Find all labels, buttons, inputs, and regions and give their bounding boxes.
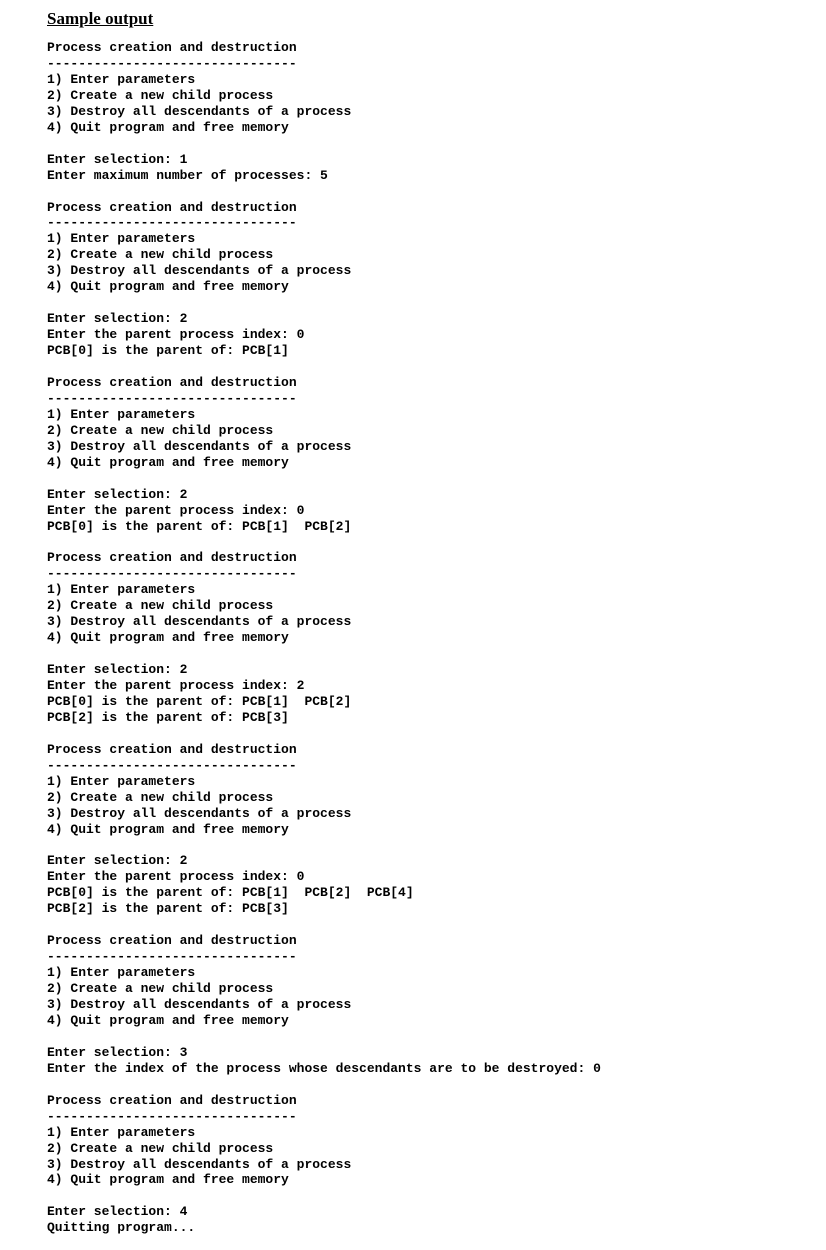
console-line: Enter the index of the process whose descendants are to be destroyed: 0 bbox=[47, 1060, 601, 1076]
console-line: PCB[2] is the parent of: PCB[3] bbox=[47, 901, 289, 917]
console-line bbox=[47, 136, 807, 152]
console-line: -------------------------------- bbox=[47, 1108, 297, 1124]
console-line: Process creation and destruction bbox=[47, 40, 297, 55]
console-line bbox=[47, 646, 807, 662]
console-line: Enter the parent process index: 0 bbox=[47, 327, 305, 343]
console-line: 4) Quit program and free memory bbox=[47, 1012, 289, 1028]
console-line bbox=[47, 917, 807, 933]
console-line bbox=[47, 838, 807, 854]
console-line: Enter maximum number of processes: 5 bbox=[47, 167, 328, 183]
console-line: PCB[0] is the parent of: PCB[1] PCB[2] bbox=[47, 693, 352, 709]
console-line bbox=[47, 1188, 807, 1204]
sample-output-heading: Sample output bbox=[47, 9, 154, 28]
console-line: 1) Enter parameters bbox=[47, 1124, 196, 1140]
console-line bbox=[47, 295, 807, 311]
console-line: Process creation and destruction bbox=[47, 550, 297, 566]
console-output bbox=[47, 40, 807, 1236]
console-line: PCB[0] is the parent of: PCB[1] PCB[2] bbox=[47, 518, 352, 534]
console-line: Enter selection: 3 bbox=[47, 1044, 188, 1060]
console-line: 2) Create a new child process bbox=[47, 981, 274, 997]
console-line: 1) Enter parameters bbox=[47, 231, 196, 247]
console-line: 1) Enter parameters bbox=[47, 406, 196, 422]
console-line: Enter selection: 2 bbox=[47, 486, 188, 502]
console-line bbox=[47, 726, 807, 742]
console-line: -------------------------------- bbox=[47, 566, 297, 582]
console-line: 1) Enter parameters bbox=[47, 582, 196, 598]
console-line: Enter the parent process index: 0 bbox=[47, 502, 305, 518]
console-line: 4) Quit program and free memory bbox=[47, 279, 289, 295]
console-line: -------------------------------- bbox=[47, 390, 297, 406]
console-line: Enter selection: 2 bbox=[47, 853, 188, 869]
console-line: 3) Destroy all descendants of a process bbox=[47, 805, 352, 821]
console-line: -------------------------------- bbox=[47, 55, 297, 71]
console-line: -------------------------------- bbox=[47, 949, 297, 965]
console-line: 2) Create a new child process bbox=[47, 422, 274, 438]
console-line: Process creation and destruction bbox=[47, 199, 297, 215]
console-line: Process creation and destruction bbox=[47, 933, 297, 949]
document-page bbox=[47, 8, 807, 1236]
console-line: Enter the parent process index: 2 bbox=[47, 678, 305, 694]
console-line: 2) Create a new child process bbox=[47, 789, 274, 805]
console-line bbox=[47, 534, 807, 550]
console-line: 1) Enter parameters bbox=[47, 71, 196, 87]
console-line: 1) Enter parameters bbox=[47, 773, 196, 789]
console-line: 3) Destroy all descendants of a process bbox=[47, 614, 352, 630]
console-line: Enter selection: 4 bbox=[47, 1204, 188, 1220]
console-line: -------------------------------- bbox=[47, 215, 297, 231]
console-line: 3) Destroy all descendants of a process bbox=[47, 438, 352, 454]
console-line: PCB[2] is the parent of: PCB[3] bbox=[47, 709, 289, 725]
console-line: Quitting program... bbox=[47, 1220, 196, 1236]
console-line: Enter the parent process index: 0 bbox=[47, 869, 305, 885]
console-line: Process creation and destruction bbox=[47, 741, 297, 757]
console-line: 3) Destroy all descendants of a process bbox=[47, 997, 352, 1013]
console-line: PCB[0] is the parent of: PCB[1] PCB[2] PCB[4] bbox=[47, 885, 414, 901]
console-line: 3) Destroy all descendants of a process bbox=[47, 1156, 352, 1172]
console-line bbox=[47, 1029, 807, 1045]
console-line bbox=[47, 184, 807, 200]
console-line: 2) Create a new child process bbox=[47, 1140, 274, 1156]
console-line: 3) Destroy all descendants of a process bbox=[47, 103, 352, 119]
console-line: 4) Quit program and free memory bbox=[47, 119, 289, 135]
console-line: 4) Quit program and free memory bbox=[47, 1172, 289, 1188]
console-line: 2) Create a new child process bbox=[47, 598, 274, 614]
console-line bbox=[47, 359, 807, 375]
console-line: 1) Enter parameters bbox=[47, 965, 196, 981]
console-line: 3) Destroy all descendants of a process bbox=[47, 263, 352, 279]
console-line: Enter selection: 2 bbox=[47, 662, 188, 678]
console-line: 2) Create a new child process bbox=[47, 87, 274, 103]
console-line: Process creation and destruction bbox=[47, 374, 297, 390]
console-line: 2) Create a new child process bbox=[47, 247, 274, 263]
console-line bbox=[47, 1077, 807, 1093]
console-line: 4) Quit program and free memory bbox=[47, 454, 289, 470]
console-line: PCB[0] is the parent of: PCB[1] bbox=[47, 343, 289, 359]
console-line: Enter selection: 2 bbox=[47, 311, 188, 327]
console-line: 4) Quit program and free memory bbox=[47, 821, 289, 837]
console-line: -------------------------------- bbox=[47, 757, 297, 773]
console-line: Process creation and destruction bbox=[47, 1092, 297, 1108]
console-line: 4) Quit program and free memory bbox=[47, 630, 289, 646]
console-line: Enter selection: 1 bbox=[47, 151, 188, 167]
console-line bbox=[47, 471, 807, 487]
